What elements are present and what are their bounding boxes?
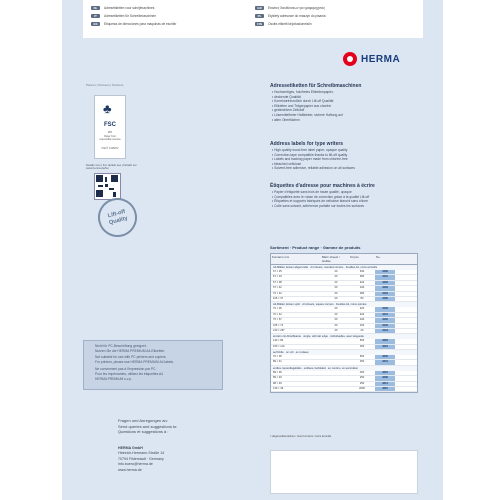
table-cell: 250 bbox=[359, 370, 365, 374]
table-cell bbox=[323, 387, 349, 391]
table-cell: 20 bbox=[334, 323, 338, 327]
table-cell: 240 bbox=[359, 318, 365, 322]
table-cell: 4435 bbox=[375, 297, 395, 301]
table-cell: 280 bbox=[359, 291, 365, 295]
table-cell: 420 bbox=[359, 280, 365, 284]
bullets-en: • High-quality wood-free label paper, opaque quality • Correction-tape compatible thanks to lift-off quality • Labels and backing paper made from chlorine-free • bleached cellulose • Solvent-free adhesive, reliable adhesion on all surfaces bbox=[272, 148, 355, 171]
table-cell: 4340 bbox=[375, 355, 395, 359]
table-cell: 20 bbox=[334, 307, 338, 311]
table-cell: 130 × 80 bbox=[273, 339, 284, 343]
table-cell: 98 × 49 bbox=[273, 381, 282, 385]
table-cell: 70 × 36 bbox=[273, 307, 282, 311]
table-cell: 150 × 110 bbox=[273, 344, 285, 348]
table-cell: 4315 bbox=[375, 387, 395, 391]
table-cell: 420 bbox=[359, 307, 365, 311]
contact-lines: Fragen und Anregungen an: Send queries and suggestions to: Questions et suggestions à : bbox=[118, 418, 178, 434]
table-section-title: A4-Blätter, Ecken abgerundet · A4 sheets, rounded corners · Feuilles A4, coins arrondis bbox=[271, 265, 417, 270]
table-cell: 4430 bbox=[375, 270, 395, 274]
table-cell: 4442 bbox=[375, 318, 395, 322]
heading-en: Address labels for type writers bbox=[270, 141, 344, 147]
table-cell: 20 bbox=[334, 328, 338, 332]
product-table bbox=[270, 253, 418, 393]
table-cell: 4432 bbox=[375, 281, 395, 285]
table-cell: 70 × 42 bbox=[273, 291, 282, 295]
lang-line: NL Adresetiketten voor schrijfmachines bbox=[91, 6, 154, 10]
table-cell: 4441 bbox=[375, 313, 395, 317]
table-cell: 67 × 25 bbox=[273, 270, 282, 273]
table-cell: 4431 bbox=[375, 275, 395, 279]
table-cell: 20 bbox=[334, 270, 338, 273]
table-cell: 250 bbox=[359, 360, 365, 364]
table-cell: 20 bbox=[334, 275, 338, 279]
herma-logo: HERMA bbox=[343, 52, 400, 66]
table-cell bbox=[323, 345, 349, 349]
lang-line: ES Etiquetas de direcciones para máquinas de escribir bbox=[91, 22, 176, 26]
herma-logo-icon bbox=[343, 52, 357, 66]
table-cell: 4440 bbox=[375, 307, 395, 311]
table-cell: 4434 bbox=[375, 292, 395, 296]
language-box bbox=[83, 0, 423, 38]
table-cell: 67 × 33 bbox=[273, 275, 282, 279]
table-cell: 640 bbox=[359, 270, 365, 273]
table-cell: 2000 bbox=[359, 387, 365, 391]
table-cell: 4433 bbox=[375, 286, 395, 290]
table-cell: 20 bbox=[334, 312, 338, 316]
table-cell: 140 × 49 bbox=[273, 387, 284, 391]
table-row bbox=[271, 387, 417, 392]
table-cell bbox=[323, 339, 349, 343]
table-cell: 89 × 49 bbox=[273, 376, 282, 380]
table-cell: 210 × 297 bbox=[273, 328, 285, 332]
table-cell: 4341 bbox=[375, 360, 395, 364]
fsc-details: Details zum | For details see | Détails sur www.herma.de/fsc bbox=[86, 163, 137, 171]
address-block: HERMA GmbH Heinrich-Hermann-Straße 14 70794 Filderstadt · Germany info.buero@herma.de www.herma.de bbox=[118, 446, 165, 472]
lang-line: IT Adresetiketten für Schreibmaschinen bbox=[91, 14, 156, 18]
table-note: = abgerundete Ecken / round corners / coins arrondis bbox=[270, 435, 332, 438]
table-cell: 4309 bbox=[375, 376, 395, 380]
table-section-title: endlos, leporellogefaltet · endless, fanfolded · en continu, en accordéon bbox=[271, 366, 417, 371]
table-cell: 160 bbox=[359, 323, 365, 327]
table-cell: 20 bbox=[334, 318, 338, 322]
lang-line: PL Etykiety adresowe do maszyn do pisania bbox=[255, 14, 326, 18]
table-cell: 20 bbox=[360, 328, 364, 332]
fsc-tree-icon: ♣ bbox=[103, 101, 112, 116]
table-cell bbox=[323, 355, 349, 359]
table-cell: 70 × 67 bbox=[273, 318, 282, 322]
table-cell: 89 × 36 bbox=[273, 370, 282, 374]
table-cell: 89 × 41 bbox=[273, 360, 282, 364]
table-cell: 70 × 42 bbox=[273, 312, 282, 316]
table-cell: 4444 bbox=[375, 329, 395, 333]
table-cell bbox=[323, 376, 349, 380]
table-cell: 67 × 38 bbox=[273, 280, 282, 284]
table-section-title: einzeln mit Abreißkante · single, with tab edge · individuelles, avec languette bbox=[271, 334, 417, 339]
table-body bbox=[271, 265, 417, 392]
table-cell bbox=[323, 382, 349, 386]
table-cell: 20 bbox=[334, 280, 338, 284]
table-cell bbox=[323, 360, 349, 364]
table-cell: 4314 bbox=[375, 382, 395, 386]
table-cell: 420 bbox=[359, 312, 365, 316]
table-cell: 250 bbox=[359, 376, 365, 380]
table-section-title: auf Rolle · on roll · en rouleau bbox=[271, 350, 417, 355]
table-cell: 240 bbox=[359, 286, 365, 290]
table-cell: 20 bbox=[334, 286, 338, 290]
table-cell: 250 bbox=[359, 381, 365, 385]
table-cell: 20 bbox=[334, 296, 338, 300]
table-cell: 4443 bbox=[375, 324, 395, 328]
table-cell: 480 bbox=[359, 275, 365, 279]
heading-de: Adressetiketten für Schreibmaschinen bbox=[270, 83, 362, 89]
table-cell bbox=[323, 371, 349, 375]
table-cell: 4324 bbox=[375, 345, 395, 349]
lang-line: FIN Osoite-etiketit kirjoituskoneisiin bbox=[255, 22, 312, 26]
pc-warning-box: Nicht für PC-Beschriftung geeignet. Nutzen Sie die HERMA PREMIUM A4-Etiketten. Not suitable for use with PC printers and copiers. For printers, please use HERMA PREMIUM A4 labels. Ne convennent pas à l'impression par PC. Pour les imprimantes, utilisez les étiquettes A4 HERMA PREMIUM s.v.p. bbox=[83, 340, 223, 390]
table-cell: 70 × 36 bbox=[273, 355, 282, 359]
table-cell: 300 bbox=[359, 344, 365, 348]
table-cell: 97 × 42 bbox=[273, 286, 282, 290]
table-cell: 4301 bbox=[375, 371, 395, 375]
table-cell: 500 bbox=[359, 355, 365, 359]
bullets-fr: • Papier d'étiquette sans bois de haute qualité, opaque • Compatibles avec le ruban de correction grâce à la qualité Lift-off • Étiquettes et supports fabriqués de cellulose blanchi sans chlore • Colle sans solvant, adhérence parfaite sur toutes les surfaces bbox=[272, 190, 369, 208]
qr-code[interactable] bbox=[94, 173, 121, 200]
table-cell: 500 bbox=[359, 339, 365, 343]
symbols-panel bbox=[270, 450, 418, 494]
partner-label: Partner | Partners | Partners bbox=[86, 83, 124, 87]
fsc-logo: ♣ FSC MIX Paper from responsible sources FSC® C116872 bbox=[94, 95, 126, 159]
table-cell: 80 bbox=[360, 296, 364, 300]
heading-fr: Étiquettes d'adresse pour machines à écrire bbox=[270, 183, 375, 189]
table-header: Format in mm Blatt / sheets / feuilles St./pcs. No. bbox=[271, 254, 417, 265]
lift-off-quality-badge: Lift-off Quality bbox=[94, 194, 142, 242]
table-cell: 20 bbox=[334, 291, 338, 295]
table-cell: 105 × 74 bbox=[273, 323, 284, 327]
table-section-title: A4-Blätter, Ecken spitz · A4 sheets, square corners · Feuilles A4, coins pointus bbox=[271, 302, 417, 307]
bullets-de: • Hochwertiges, holzfreies Etikettenpapier, • deckende Qualität • Korrekturfreundlich durch Lift-off Qualität • Etiketten und Trägerpapier aus chorfrei • gebleichtem Zellstoff • Lösemittelfreier Haftkleber, sichere Haftung auf • allen Oberflächen bbox=[272, 90, 343, 122]
table-cell: 105 × 37 bbox=[273, 296, 284, 300]
product-range-title: Sortiment · Product range · Gamme de produits bbox=[270, 245, 361, 250]
lang-line: GR Ετικέτες διευθύνσεων για γραφομηχανές bbox=[255, 6, 325, 10]
table-cell: 4323 bbox=[375, 339, 395, 343]
